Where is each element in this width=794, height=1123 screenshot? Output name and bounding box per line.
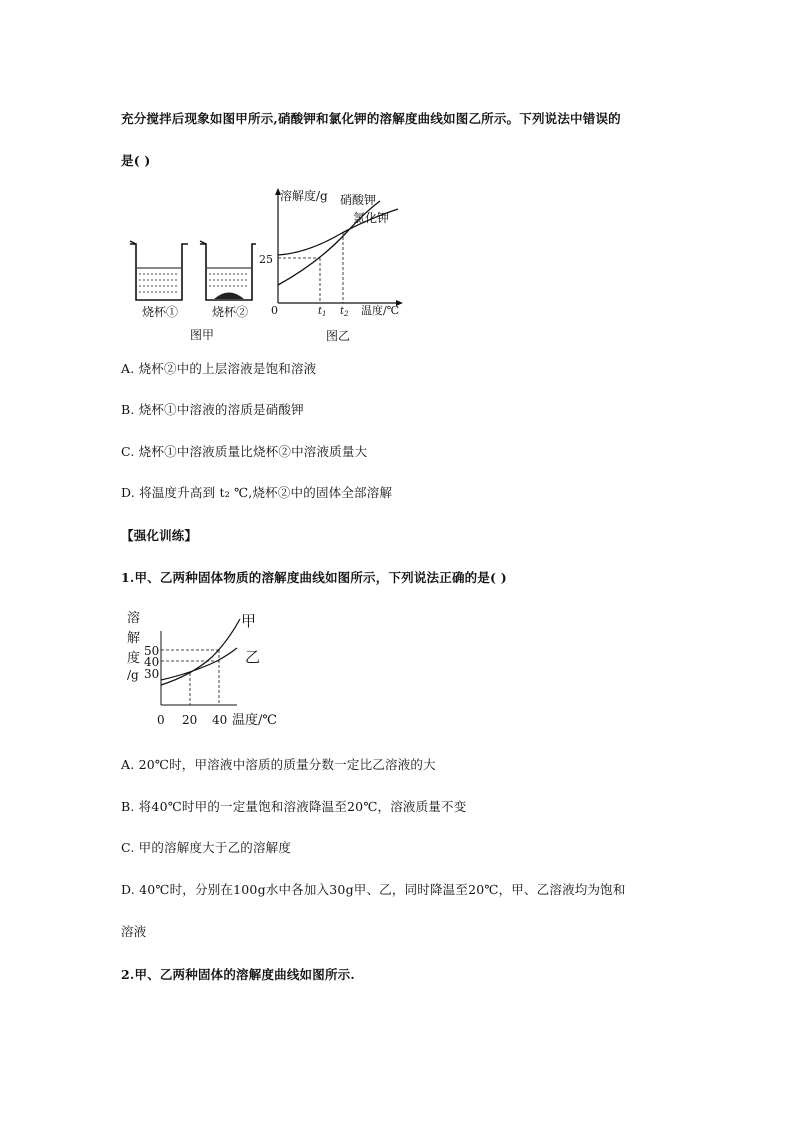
x-tick-t1: $t_1$ (318, 306, 327, 318)
figure-yi-chart (258, 183, 418, 348)
option-2d-line1: D. 40℃时，分别在100g水中各加入30g甲、乙，同时降温至20℃，甲、乙溶液均为饱和 (121, 882, 626, 897)
y-tick-50: 50 (144, 644, 160, 658)
beaker-1-label: 烧杯① (142, 305, 179, 319)
x-tick-t2: $t_2$ (340, 306, 349, 318)
question-stem-line2: 是( ) (121, 153, 151, 168)
figure-jia-caption: 图甲 (190, 328, 215, 342)
section-header: 【强化训练】 (121, 528, 198, 543)
figure-yi-caption: 图乙 (326, 329, 351, 343)
y-label-char-3: 度 (127, 651, 141, 666)
figure-2-chart (122, 605, 292, 730)
figure-jia (128, 238, 256, 348)
option-1d: D. 将温度升高到 t₂ ℃,烧杯②中的固体全部溶解 (121, 485, 393, 500)
kno3-label: 硝酸钾 (340, 193, 377, 207)
option-2c: C. 甲的溶解度大于乙的溶解度 (121, 840, 292, 855)
question-stem-line1: 充分搅拌后现象如图甲所示,硝酸钾和氯化钾的溶解度曲线如图乙所示。下列说法中错误的 (121, 111, 621, 126)
x-axis-label: 温度/℃ (361, 304, 400, 317)
option-1c: C. 烧杯①中溶液质量比烧杯②中溶液质量大 (121, 444, 368, 459)
yi-curve (161, 648, 237, 680)
question-3-stem: 2.甲、乙两种固体的溶解度曲线如图所示. (121, 967, 355, 982)
option-2a: A. 20℃时，甲溶液中溶质的质量分数一定比乙溶液的大 (121, 757, 436, 772)
option-2b: B. 将40℃时甲的一定量饱和溶液降温至20℃，溶液质量不变 (121, 799, 467, 814)
origin-label: 0 (271, 304, 278, 317)
yi-label: 乙 (245, 648, 261, 666)
option-1b: B. 烧杯①中溶液的溶质是硝酸钾 (121, 402, 304, 417)
option-1a: A. 烧杯②中的上层溶液是饱和溶液 (121, 361, 317, 376)
beaker-2-label: 烧杯② (212, 305, 249, 319)
y-label-char-2: 解 (127, 631, 141, 646)
undissolved-solid (214, 293, 244, 300)
y-tick-label: 25 (259, 253, 273, 266)
jia-curve (161, 619, 240, 685)
y-label-char-4: /g (127, 668, 139, 682)
x-axis-label: 温度/℃ (232, 713, 277, 728)
question-2-stem: 1.甲、乙两种固体物质的溶解度曲线如图所示，下列说法正确的是( ) (121, 570, 507, 585)
x-tick-20: 20 (182, 713, 198, 727)
x-tick-40: 40 (212, 713, 228, 727)
x-tick-0: 0 (157, 713, 165, 727)
beaker-1 (130, 241, 188, 300)
beaker-2 (200, 241, 256, 300)
kcl-label: 氯化钾 (353, 211, 390, 225)
y-tick-30: 30 (144, 667, 160, 681)
y-label-char-1: 溶 (127, 611, 141, 626)
y-tick-40: 40 (144, 655, 160, 669)
y-axis-label: 溶解度/g (280, 189, 328, 203)
jia-label: 甲 (241, 612, 257, 630)
option-2d-line2: 溶液 (121, 924, 147, 939)
